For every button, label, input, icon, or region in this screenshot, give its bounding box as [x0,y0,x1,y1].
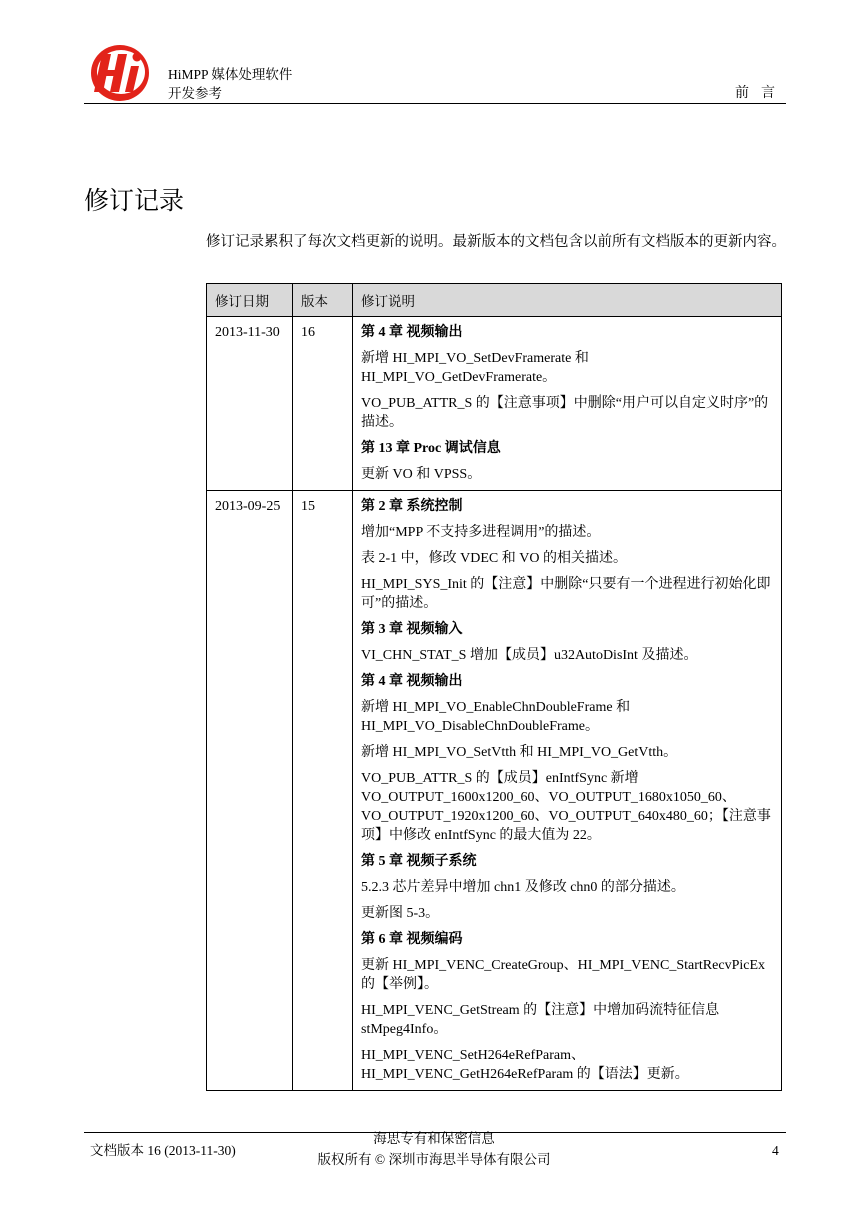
change-item: 5.2.3 芯片差异中增加 chn1 及修改 chn0 的部分描述。 [361,880,685,895]
header-divider [84,103,786,104]
change-item: 新增 HI_MPI_VO_EnableChnDoubleFrame 和 HI_MPI_VO_DisableChnDoubleFrame。 [361,700,631,734]
change-item: HI_MPI_VENC_SetH264eRefParam、HI_MPI_VENC_GetH264eRefParam 的【语法】更新。 [361,1048,689,1082]
change-item: VO_PUB_ATTR_S 的【成员】enIntfSync 新增 VO_OUTPUT_1600x1200_60、VO_OUTPUT_1680x1050_60、VO_OUTPUT_1920x1200_60、VO_OUTPUT_640x480_60；【注意事项】中修改 enIntfSync 的最大值为 22。 [361,771,771,843]
table-row [207,491,782,1091]
change-item: VI_CHN_STAT_S 增加【成员】u32AutoDisInt 及描述。 [361,648,698,663]
change-item: HI_MPI_VENC_GetStream 的【注意】中增加码流特征信息 stMpeg4Info。 [361,1003,720,1037]
table-row [207,317,782,491]
revision-date-cell: 2013-09-25 [207,491,293,1091]
revision-version-cell: 16 [293,317,353,491]
hisilicon-logo [88,42,152,104]
revision-description-cell [353,491,782,1091]
change-item: VO_PUB_ATTR_S 的【注意事项】中删除“用户可以自定义时序”的描述。 [361,396,769,430]
revision-description-cell [353,317,782,491]
page-title: 修订记录 [84,186,185,215]
chapter-heading: 第 5 章 视频子系统 [361,854,477,869]
footer-confidential: 海思专有和保密信息 [373,1131,495,1146]
header-section: 前言 [735,86,787,101]
revision-date-cell: 2013-11-30 [207,317,293,491]
column-header-version: 版本 [293,284,353,317]
intro-paragraph: 修订记录累积了每次文档更新的说明。最新版本的文档包含以前所有文档版本的更新内容。 [206,234,786,250]
change-item: 新增 HI_MPI_VO_SetDevFramerate 和 HI_MPI_VO_GetDevFramerate。 [361,351,589,385]
revision-version-cell: 15 [293,491,353,1091]
footer-page-number: 4 [772,1143,779,1158]
chapter-heading: 第 4 章 视频输出 [361,325,463,340]
change-item: HI_MPI_SYS_Init 的【注意】中删除“只要有一个进程进行初始化即可”的描述。 [361,577,771,611]
chapter-heading: 第 6 章 视频编码 [361,932,463,947]
change-item: 更新 VO 和 VPSS。 [361,467,482,482]
change-item: 更新图 5-3。 [361,906,440,921]
column-header-date: 修订日期 [207,284,293,317]
chapter-heading: 第 4 章 视频输出 [361,674,463,689]
column-header-description: 修订说明 [353,284,782,317]
chapter-heading: 第 3 章 视频输入 [361,622,463,637]
change-item: 表 2-1 中，修改 VDEC 和 VO 的相关描述。 [361,551,627,566]
change-item: 新增 HI_MPI_VO_SetVtth 和 HI_MPI_VO_GetVtth。 [361,745,678,760]
change-item: 更新 HI_MPI_VENC_CreateGroup、HI_MPI_VENC_StartRecvPicEx 的【举例】。 [361,958,766,992]
revision-table-body [207,317,782,1091]
chapter-heading: 第 13 章 Proc 调试信息 [361,441,501,456]
footer-doc-version: 文档版本 16 (2013-11-30) [90,1143,236,1158]
header-subtitle: 开发参考 [168,86,222,101]
table-header-row [207,284,782,317]
revision-table [206,283,782,1091]
chapter-heading: 第 2 章 系统控制 [361,499,463,514]
footer-copyright: 版权所有 © 深圳市海思半导体有限公司 [317,1152,551,1167]
change-item: 增加“MPP 不支持多进程调用”的描述。 [361,525,601,540]
header-title: HiMPP 媒体处理软件 [168,67,293,82]
